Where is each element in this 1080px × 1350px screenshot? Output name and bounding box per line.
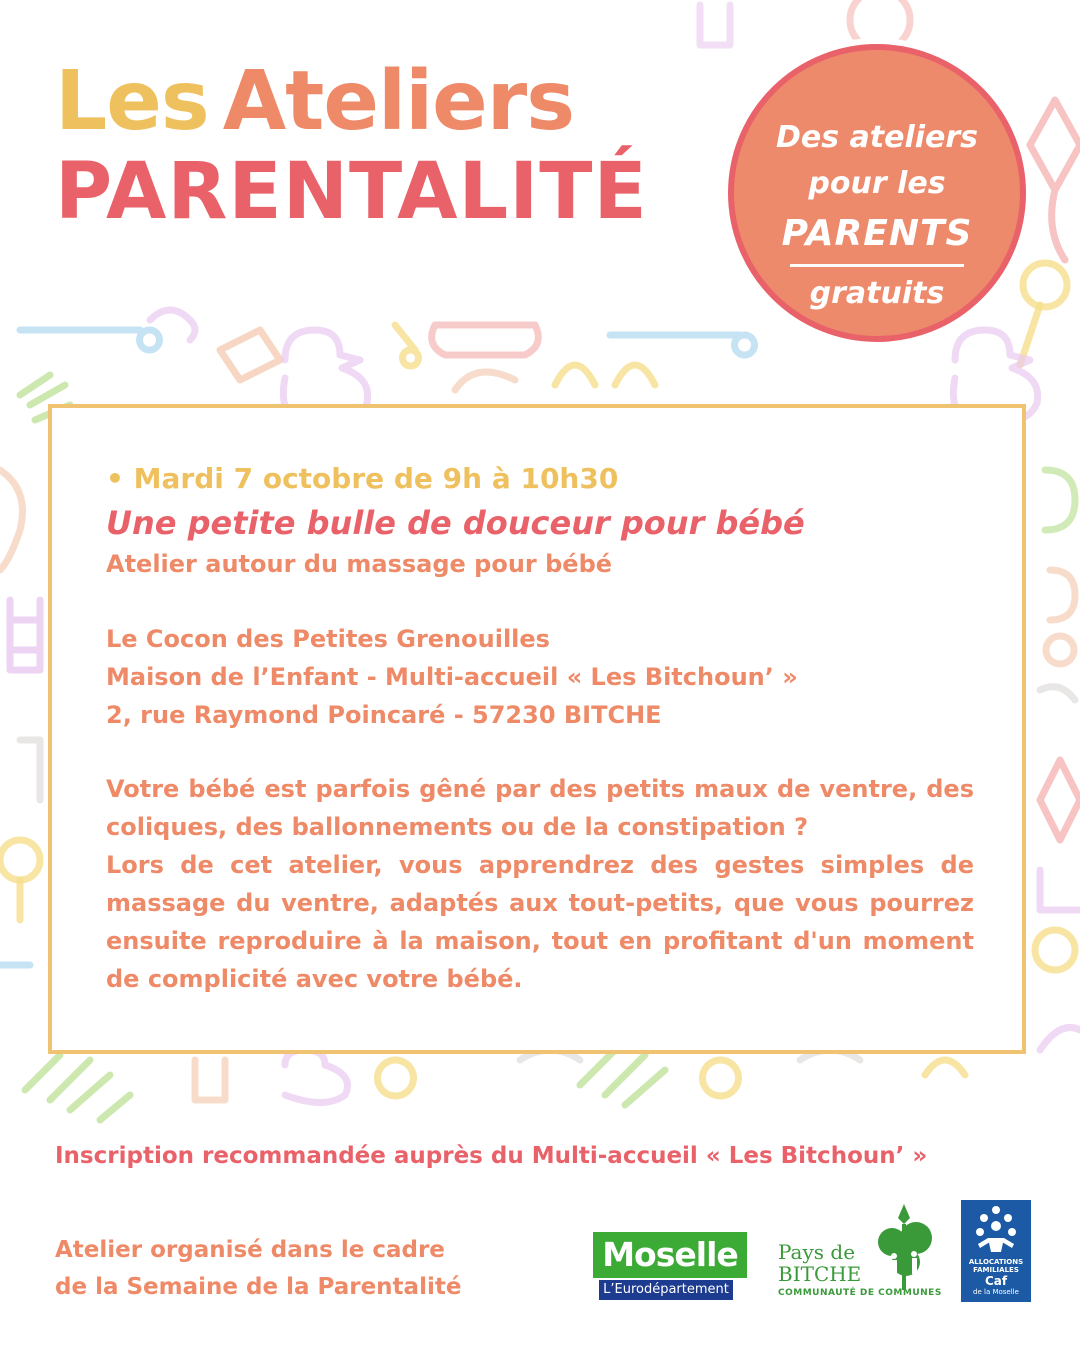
bottle-icon: [700, 5, 730, 45]
moselle-logo: [593, 1232, 747, 1300]
address-line-street: 2, rue Raymond Poincaré - 57230 BITCHE: [106, 701, 662, 729]
event-card: [48, 404, 1026, 1054]
pays-de-bitche-logo: [776, 1204, 940, 1304]
moselle-logo-name: Moselle: [593, 1232, 747, 1278]
bottle-icon: [455, 372, 515, 390]
rattle-icon: [1023, 263, 1067, 307]
badge-line-3: PARENTS: [781, 213, 973, 254]
rattle-icon: [378, 1060, 414, 1096]
bitche-logo-line-1: Pays de: [778, 1240, 856, 1264]
bitche-logo-line-2: BITCHE: [778, 1262, 862, 1286]
registration-note: Inscription recommandée auprès du Multi-accueil « Les Bitchoun’ »: [55, 1143, 928, 1169]
event-address: [106, 620, 798, 734]
kite-icon: [1030, 100, 1080, 260]
bitche-logo-line-3: COMMUNAUTÉ DE COMMUNES: [778, 1288, 942, 1298]
rattle-icon: [0, 840, 40, 880]
organised-note: [55, 1232, 461, 1306]
free-workshops-badge: [722, 38, 1032, 348]
event-date: • Mardi 7 octobre de 9h à 10h30: [106, 462, 619, 495]
badge-line-2: pour les: [808, 166, 946, 201]
hand-icon: [580, 1050, 665, 1105]
footprint-icon: [925, 1060, 965, 1075]
bottle-icon: [1040, 687, 1075, 700]
caf-logo-line-3: de la Moselle: [973, 1288, 1019, 1296]
rocking-horse-icon: [0, 470, 23, 570]
event-body-paragraph: Votre bébé est parfois gêné par des petits maux de ventre, des coliques, des ballonnements ou de la constipation ?: [106, 775, 974, 841]
caf-logo-line-2: Caf: [984, 1274, 1008, 1288]
kite-icon: [1040, 760, 1080, 840]
rattle-icon: [1045, 470, 1075, 530]
title-word-les: Les: [55, 54, 209, 149]
bottle-icon: [195, 1060, 225, 1100]
moselle-logo-tagline: L’Eurodépartement: [599, 1280, 733, 1300]
page-title: [55, 54, 648, 238]
teddy-icon: [1050, 570, 1075, 620]
event-subtitle: Une petite bulle de douceur pour bébé: [106, 504, 805, 542]
caf-logo-line-1: ALLOCATIONS FAMILIALES: [968, 1258, 1024, 1274]
badge-line-4: gratuits: [809, 276, 945, 311]
title-word-parentalite: PARENTALITÉ: [55, 147, 648, 237]
title-word-ateliers: Ateliers: [222, 54, 575, 149]
rattle-icon: [702, 1060, 738, 1096]
rattle-icon: [395, 325, 419, 366]
footprint-icon: [555, 365, 655, 385]
organised-line-2: de la Semaine de la Parentalité: [55, 1274, 462, 1300]
hand-icon: [25, 1055, 130, 1120]
safety-pin-icon: [610, 335, 754, 355]
address-line-building: Maison de l’Enfant - Multi-accueil « Les Bitchoun’ »: [106, 663, 798, 691]
caf-logo: [961, 1200, 1031, 1302]
event-body-paragraph: Lors de cet atelier, vous apprendrez des gestes simples de massage du ventre, adaptés aux tout-petits, que vous pourrez ensuite reproduire à la maison, tout en profitant d'un moment de complicité avec votre bébé.: [106, 851, 974, 993]
organised-line-1: Atelier organisé dans le cadre: [55, 1237, 445, 1263]
badge-line-1: Des ateliers: [775, 120, 979, 155]
rattle-icon: [1035, 930, 1075, 970]
duck-icon: [285, 1050, 348, 1103]
comb-icon: [220, 330, 280, 380]
bottle-icon: [20, 740, 40, 800]
caf-family-icon: [974, 1204, 1018, 1254]
crib-icon: [10, 600, 40, 670]
badge-divider: [790, 264, 964, 267]
address-line-venue: Le Cocon des Petites Grenouilles: [106, 625, 550, 653]
duck-icon: [1040, 1028, 1080, 1051]
event-body: [106, 770, 974, 998]
teether-icon: [432, 325, 539, 355]
tree-family-icon: [872, 1204, 936, 1290]
event-description: Atelier autour du massage pour bébé: [106, 550, 613, 578]
safety-pin-icon: [20, 330, 160, 350]
